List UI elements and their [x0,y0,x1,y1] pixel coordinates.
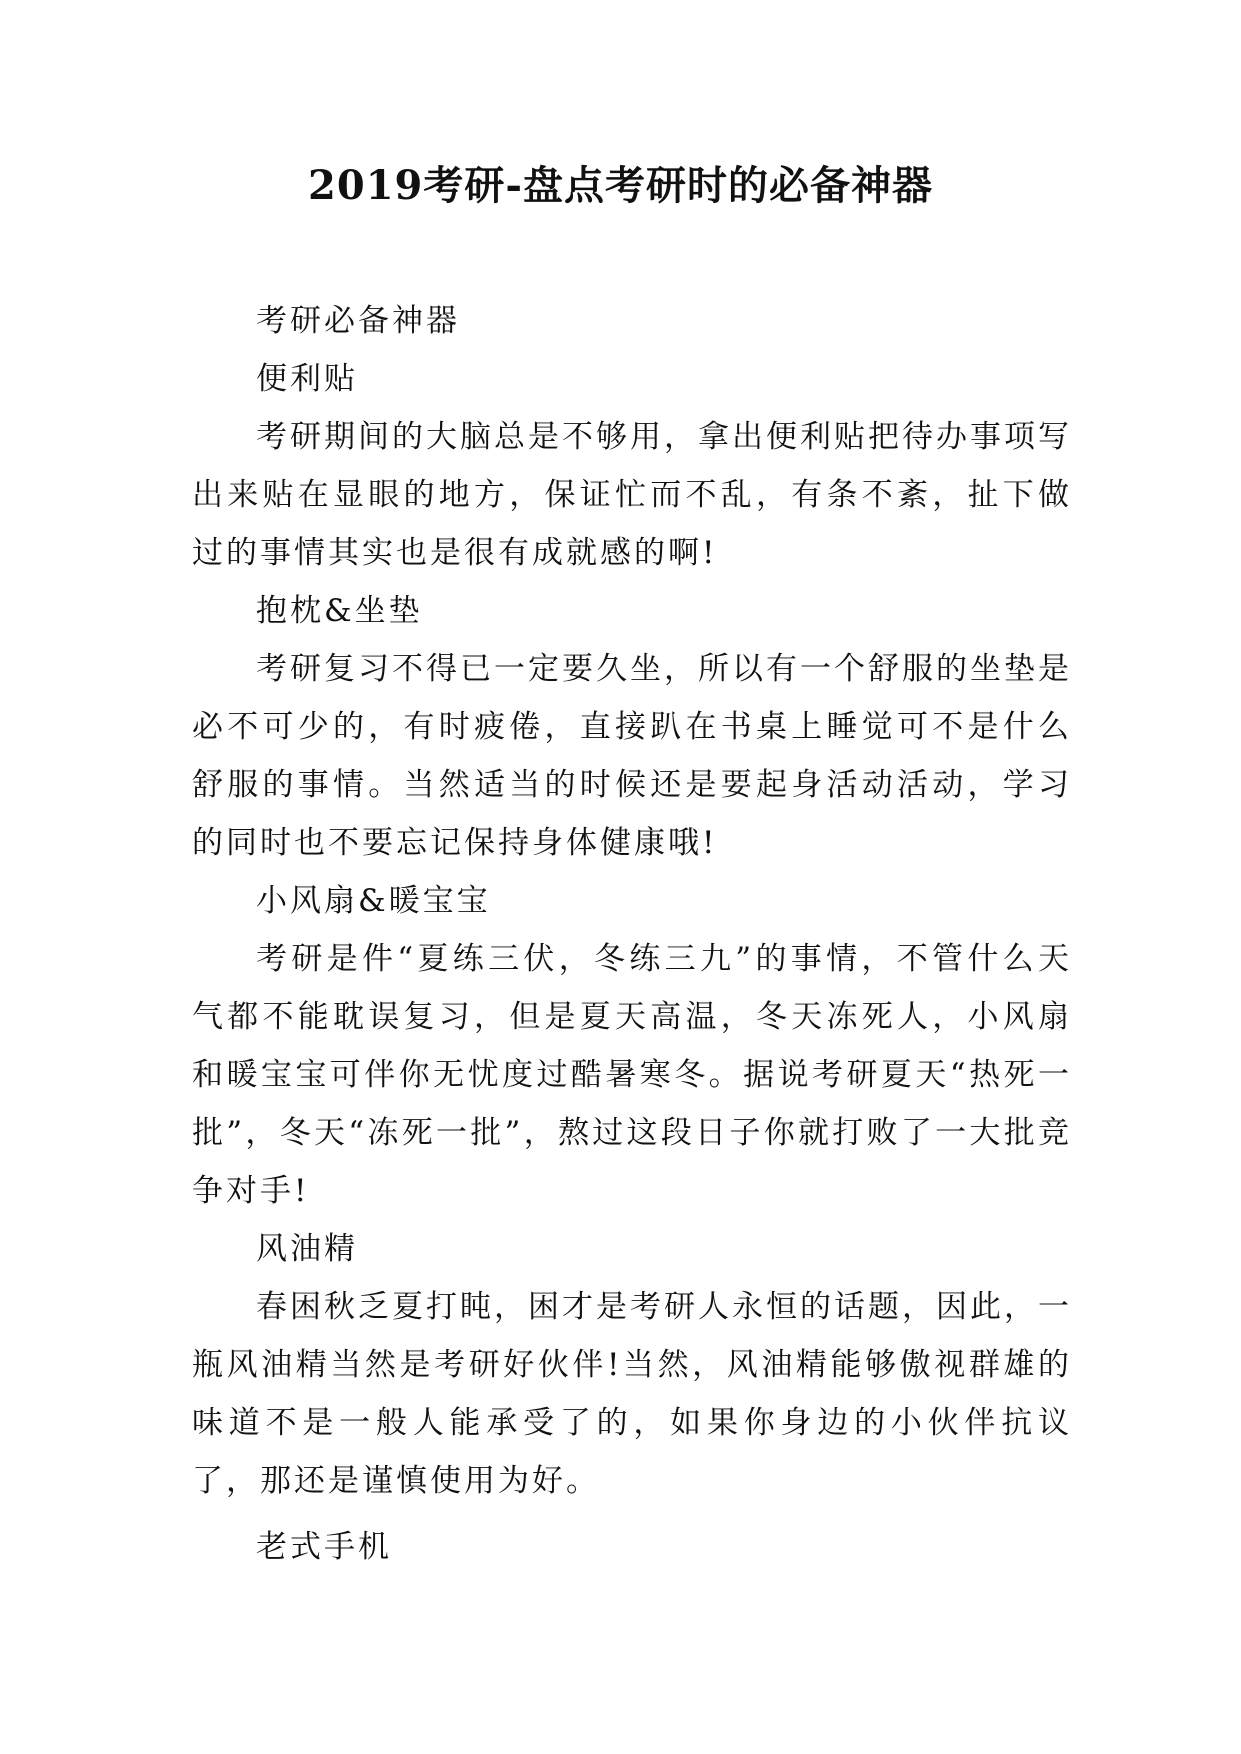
section-paragraph-fan-warmer: 考研是件“夏练三伏，冬练三九”的事情，不管什么天气都不能耽误复习，但是夏天高温，冬天冻死人，小风扇和暖宝宝可伴你无忧度过酷暑寒冬。据说考研夏天“热死一批”，冬天“冻死一批”，熬过这段日子你就打败了一大批竞争对手! [192,941,1072,1209]
section-paragraph-essential-balm: 春困秋乏夏打盹，困才是考研人永恒的话题，因此，一瓶风油精当然是考研好伙伴!当然，风油精能够傲视群雄的味道不是一般人能承受了的，如果你身边的小伙伴抗议了，那还是谨慎使用为好。 [192,1289,1072,1499]
section-paragraph-sticky-notes: 考研期间的大脑总是不够用，拿出便利贴把待办事项写出来贴在显眼的地方，保证忙而不乱，有条不紊，扯下做过的事情其实也是很有成就感的啊! [192,419,1072,571]
document-title: 2019考研-盘点考研时的必备神器 [308,162,933,209]
section-heading-sticky-notes: 便利贴 [256,361,358,397]
section-heading-main: 考研必备神器 [256,303,460,339]
section-heading-cushion: 抱枕&坐垫 [256,593,423,629]
section-paragraph-cushion: 考研复习不得已一定要久坐，所以有一个舒服的坐垫是必不可少的，有时疲倦，直接趴在书桌上睡觉可不是什么舒服的事情。当然适当的时候还是要起身活动活动，学习的同时也不要忘记保持身体健康哦! [192,651,1072,861]
document-body [192,292,1072,1576]
section-heading-old-phone: 老式手机 [256,1529,392,1565]
section-heading-essential-balm: 风油精 [256,1231,358,1267]
section-heading-fan-warmer: 小风扇&暖宝宝 [256,883,491,919]
